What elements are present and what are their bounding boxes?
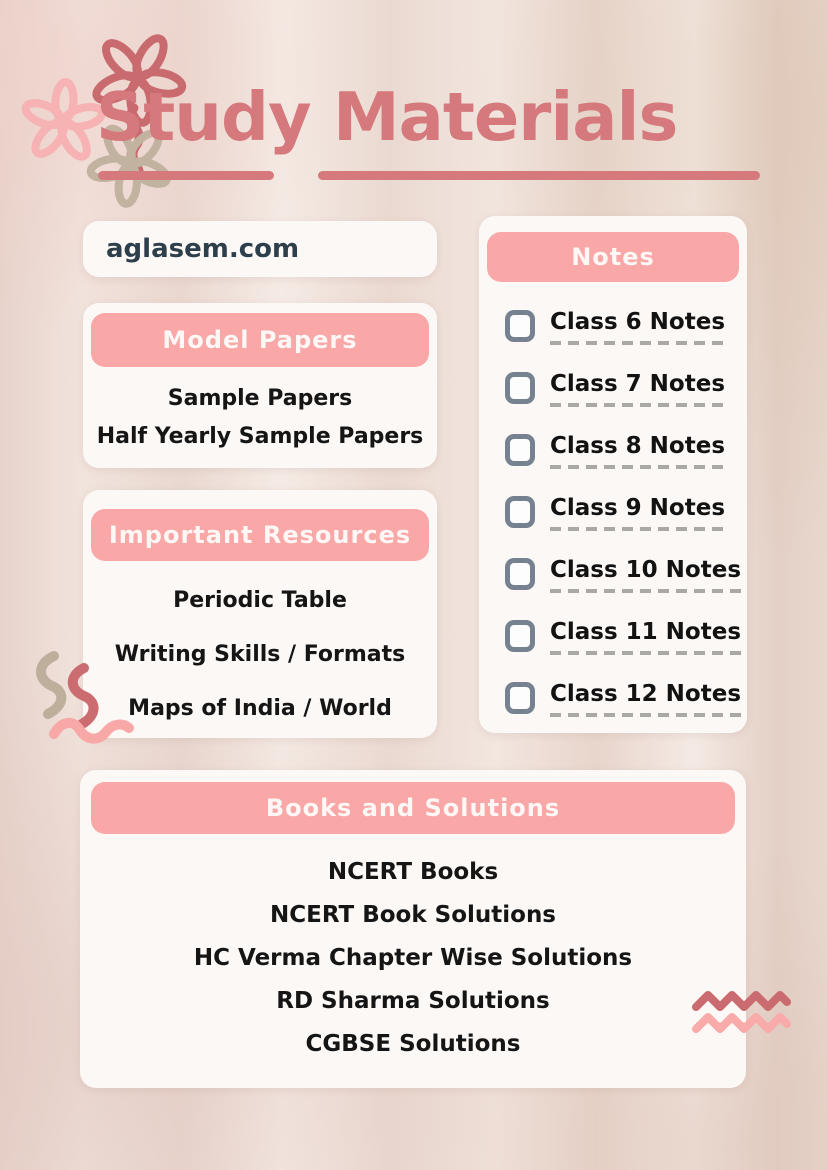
note-row xyxy=(505,495,747,533)
important-resources-header: Important Resources xyxy=(91,509,429,561)
notes-list xyxy=(479,282,747,719)
books-and-solutions-list xyxy=(80,834,746,1066)
checkbox-class-9-notes[interactable] xyxy=(505,496,535,528)
model-papers-list xyxy=(83,367,437,456)
note-row xyxy=(505,433,747,471)
site-label: aglasem.com xyxy=(106,234,300,264)
note-link-class-7[interactable]: Class 7 Notes xyxy=(550,371,725,407)
note-link-class-10[interactable]: Class 10 Notes xyxy=(550,557,741,593)
list-item: CGBSE Solutions xyxy=(305,1031,521,1057)
model-papers-card xyxy=(83,303,437,468)
zigzag-doodles-icon xyxy=(690,983,795,1041)
note-row xyxy=(505,309,747,347)
note-row xyxy=(505,681,747,719)
note-link-class-11[interactable]: Class 11 Notes xyxy=(550,619,741,655)
list-item: NCERT Book Solutions xyxy=(269,902,557,928)
note-link-class-9[interactable]: Class 9 Notes xyxy=(550,495,725,531)
model-papers-header: Model Papers xyxy=(91,313,429,367)
checkbox-class-7-notes[interactable] xyxy=(505,372,535,404)
note-row xyxy=(505,557,747,595)
site-card xyxy=(83,221,437,277)
title-underline-left xyxy=(98,171,274,180)
checkbox-class-12-notes[interactable] xyxy=(505,682,535,714)
notes-header: Notes xyxy=(487,232,739,282)
list-item: Periodic Table xyxy=(173,588,347,613)
page-title: Study Materials xyxy=(96,78,678,156)
list-item: Maps of India / World xyxy=(128,696,392,721)
books-and-solutions-card xyxy=(80,770,746,1088)
list-item: Writing Skills / Formats xyxy=(114,642,406,667)
list-item: RD Sharma Solutions xyxy=(276,988,550,1014)
note-link-class-8[interactable]: Class 8 Notes xyxy=(550,433,725,469)
checkbox-class-6-notes[interactable] xyxy=(505,310,535,342)
squiggle-doodles-icon xyxy=(22,642,152,757)
title-underline-right xyxy=(318,171,760,180)
note-link-class-12[interactable]: Class 12 Notes xyxy=(550,681,741,717)
list-item: HC Verma Chapter Wise Solutions xyxy=(193,945,633,971)
checkbox-class-10-notes[interactable] xyxy=(505,558,535,590)
note-row xyxy=(505,371,747,409)
note-row xyxy=(505,619,747,657)
list-item: NCERT Books xyxy=(327,859,499,885)
books-and-solutions-header: Books and Solutions xyxy=(91,782,735,834)
note-link-class-6[interactable]: Class 6 Notes xyxy=(550,309,725,345)
list-item: Sample Papers xyxy=(167,386,353,411)
checkbox-class-8-notes[interactable] xyxy=(505,434,535,466)
notes-card xyxy=(479,216,747,733)
checkbox-class-11-notes[interactable] xyxy=(505,620,535,652)
list-item: Half Yearly Sample Papers xyxy=(96,424,424,449)
